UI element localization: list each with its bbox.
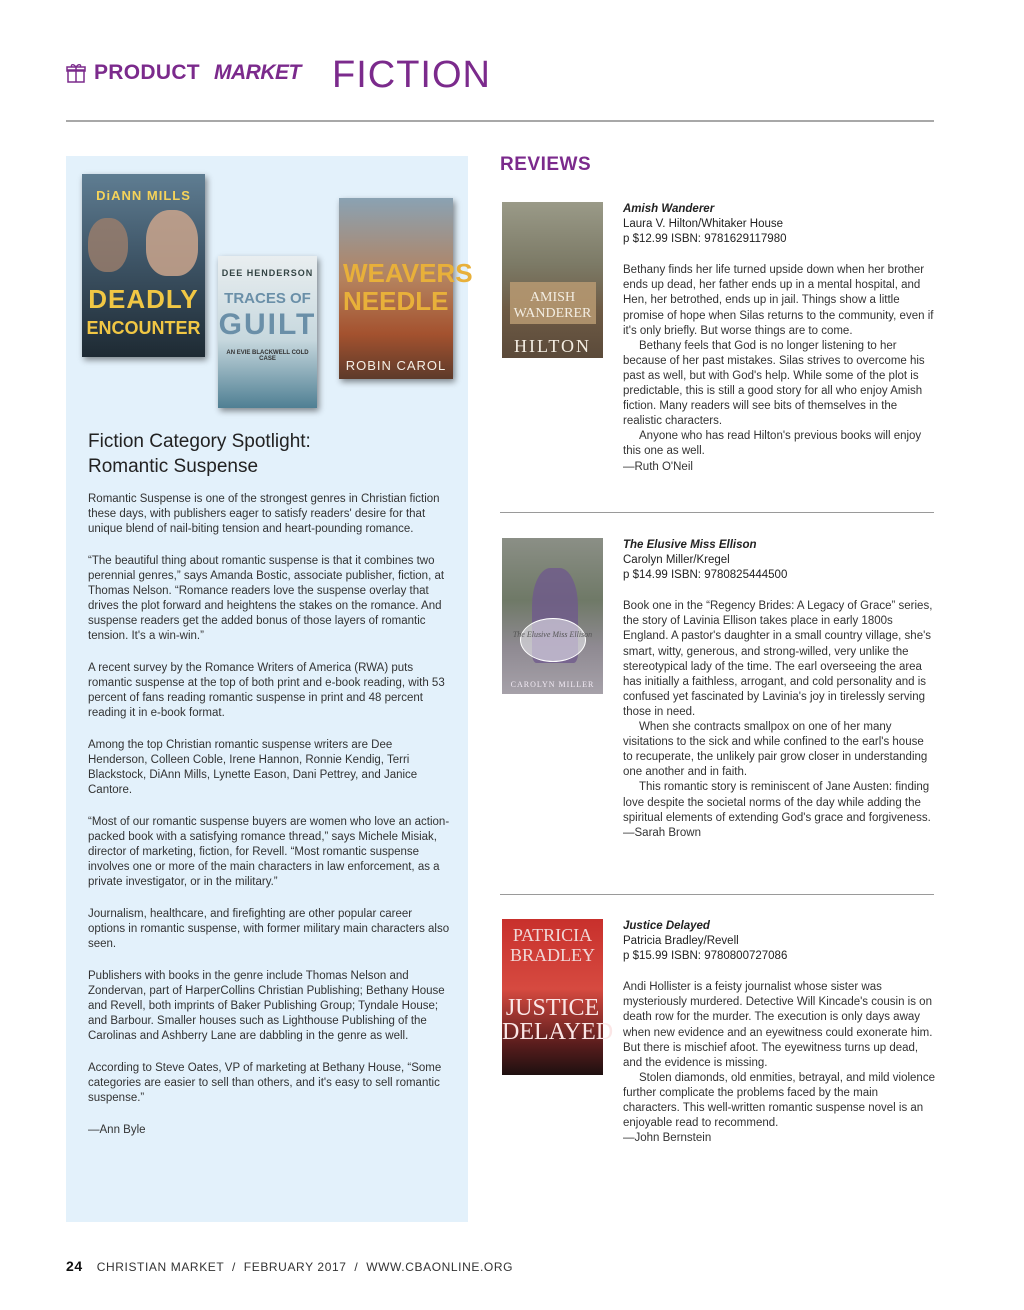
book-cover-traces-of-guilt [218, 256, 317, 408]
review-paragraph: Anyone who has read Hilton's previous books will enjoy this one as well. [623, 430, 922, 458]
spotlight-sidebar [66, 156, 473, 1222]
cover-figure [88, 218, 128, 272]
reviews-heading: REVIEWS [500, 154, 592, 175]
page-header [66, 54, 934, 98]
cover-title: DEADLY [88, 284, 199, 314]
review-info [623, 919, 935, 1146]
cover-title: DELAYED [502, 1019, 614, 1045]
review-body [623, 263, 935, 474]
review-author-publisher: Carolyn Miller/Kregel [623, 554, 730, 567]
cover-title: AMISH [529, 290, 576, 305]
cover-title-oval [520, 618, 586, 662]
cover-author: DiANN MILLS [96, 188, 191, 203]
review-paragraph: Stolen diamonds, old enmities, betrayal, and mild violence further complicate the problems faced by the main characters. This well-written romantic suspense novel is an enjoyable read to recommend. [623, 1071, 935, 1130]
review-paragraph: When she contracts smallpox on one of her many visitations to the sick and while confined to the earl's house to recuperate, the unlikely pair grow closer in understanding one another and in faith. [623, 721, 928, 779]
review-paragraph: This romantic story is reminiscent of Jane Austen: finding love despite the societal norms of the day while adding the spiritual elements of extending God's grace and forgiveness. [623, 781, 931, 824]
cover-title: WANDERER [513, 306, 592, 321]
review-paragraph: Bethany feels that God is no longer listening to her because of her past mistakes. Silas strives to overcome his past as well, but with God's help. While some of the plot is predictable, this is still a good story for all who enjoy Amish fiction. Many readers will see bits of themselves in the realistic characters. [623, 339, 925, 428]
cover-author: CAROLYN MILLER [510, 680, 595, 689]
body-paragraph: According to Steve Oates, VP of marketing at Bethany House, “Some categories are easier to sell than others, and it's easy to sell romantic suspense.” [88, 1061, 442, 1105]
cover-title: The Elusive Miss Ellison [512, 630, 593, 639]
body-paragraph: Among the top Christian romantic suspense writers are Dee Henderson, Colleen Coble, Irene Hannon, Ronnie Kendig, Terri Blackstock, DiAnn Mills, Lynette Eason, Dani Pettrey, and Janice Cantore. [88, 739, 418, 797]
cover-subtitle: AN EVIE BLACKWELL COLD CASE [226, 350, 309, 362]
body-paragraph: “Most of our romantic suspense buyers are women who love an action-packed book with a satisfying romance thread,” says Michele Misiak, director of marketing, fiction, for Revell. “Most romantic suspense involves one or more of the main characters in law enforcement, as a private investigator, or in the military.” [88, 815, 450, 889]
book-cover-amish-wanderer [502, 202, 603, 358]
cover-title: NEEDLE [343, 286, 449, 316]
byline: —Ann Byle [88, 1123, 146, 1136]
review-paragraph: Andi Hollister is a feisty journalist whose sister was mysteriously murdered. Detective Will Kincade's cousin is on death row for the murder. The execution is only days away when new evidence and an eyewitness could exonerate him. But there is mischief afoot. The eyewitness turns up dead, and the evidence is missing. [623, 981, 933, 1069]
cover-author: HILTON [513, 336, 591, 356]
page-number: 24 [66, 1258, 83, 1274]
review-price-isbn: p $14.99 ISBN: 9780825444500 [623, 569, 788, 582]
body-paragraph: Publishers with books in the genre include Thomas Nelson and Zondervan, part of HarperCollins Christian Publishing; Bethany House and Revell, both imprints of Baker Publishing Group; Tyndale House; and Barbour. Smaller houses such as Lighthouse Publishing of the Carolinas and Ashberry Lane are dabbling in the genre as well. [88, 969, 445, 1043]
book-cover-elusive-miss-ellison [502, 538, 603, 694]
body-paragraph: Journalism, healthcare, and firefighting are other popular career options in romantic suspense, with former military main characters also seen. [88, 908, 450, 951]
cover-author: PATRICIA [512, 925, 593, 945]
cover-title: JUSTICE [505, 995, 600, 1021]
reviewer: —Ruth O'Neil [623, 460, 693, 473]
book-cover-justice-delayed [502, 919, 614, 1075]
cover-title: GUILT [218, 308, 317, 341]
brand-market: MARKET [214, 61, 301, 84]
review-body [623, 599, 935, 841]
body-paragraph: Romantic Suspense is one of the strongest genres in Christian fiction these days, with publishers eager to satisfy readers' desire for that unique blend of nail-biting tension and heart-pounding romance. [88, 493, 440, 536]
review-info [623, 202, 935, 475]
review-paragraph: Bethany finds her life turned upside down when her brother ends up dead, her father ends up in a mental hospital, and Hen, her betrothed, ends up in jail. Things show a little promise of hope when Silas returns to the community, even if it's only briefly. But worse things are to come. [623, 264, 934, 337]
review-paragraph: Book one in the “Regency Brides: A Legacy of Grace” series, the story of Lavinia Ellison takes place in early 1800s England. A pastor's daughter in a small country village, she's smart, witty, generous, and strong-willed, very unlike the stereotypical lady of the time. The earl overseeing the area has initially a faithless, arrogant, and cold personality and is confused yet fascinated by Lavinia's joy in tirelessly serving those in need. [623, 600, 933, 718]
cover-title: WEAVERS [343, 258, 473, 288]
reviewer: —John Bernstein [623, 1132, 712, 1145]
review-info [623, 538, 935, 841]
review-author-publisher: Laura V. Hilton/Whitaker House [623, 218, 784, 231]
brand-product: PRODUCT [94, 61, 200, 84]
footer-text: CHRISTIAN MARKET / FEBRUARY 2017 / WWW.CBAONLINE.ORG [96, 1260, 514, 1274]
review-title: The Elusive Miss Ellison [623, 539, 757, 551]
cover-figure [146, 210, 198, 276]
gift-icon [66, 63, 86, 83]
body-paragraph: “The beautiful thing about romantic suspense is that it combines two perennial genres,” says Amanda Bostic, associate publisher, fiction, at Thomas Nelson. “Romance readers love the suspense overlay that drives the plot forward and heightens the stakes on the romance. And suspense readers get the added bonus of those layers of romantic tension. It's a win-win.” [88, 554, 445, 643]
review-body [623, 980, 935, 1146]
review-title: Amish Wanderer [623, 203, 715, 215]
reviewer: —Sarah Brown [623, 826, 701, 839]
header-divider [66, 120, 934, 122]
review-divider [500, 894, 934, 895]
section-title: FICTION [332, 54, 491, 96]
review-title: Justice Delayed [623, 920, 710, 932]
body-paragraph: A recent survey by the Romance Writers of America (RWA) puts romantic suspense at the top of both print and e-book reading, with 53 percent of fans reading romantic suspense in print and 48 percent reading it in e-book format. [88, 662, 445, 720]
review-divider [500, 512, 934, 513]
review-author-publisher: Patricia Bradley/Revell [623, 935, 739, 948]
cover-title: ENCOUNTER [86, 318, 201, 338]
cover-author: BRADLEY [510, 945, 595, 965]
book-cover-deadly-encounter [82, 174, 205, 357]
spotlight-body [88, 492, 450, 1155]
cover-title: TRACES OF [224, 290, 311, 307]
cover-author: ROBIN CAROL [345, 358, 447, 373]
book-cover-weavers-needle [339, 198, 473, 379]
review-price-isbn: p $15.99 ISBN: 9780800727086 [623, 950, 788, 963]
spotlight-title: Fiction Category Spotlight: Romantic Suspense [88, 431, 311, 477]
page-footer [66, 1258, 513, 1274]
review-price-isbn: p $12.99 ISBN: 9781629117980 [623, 233, 787, 246]
cover-author: DEE HENDERSON [221, 268, 314, 278]
